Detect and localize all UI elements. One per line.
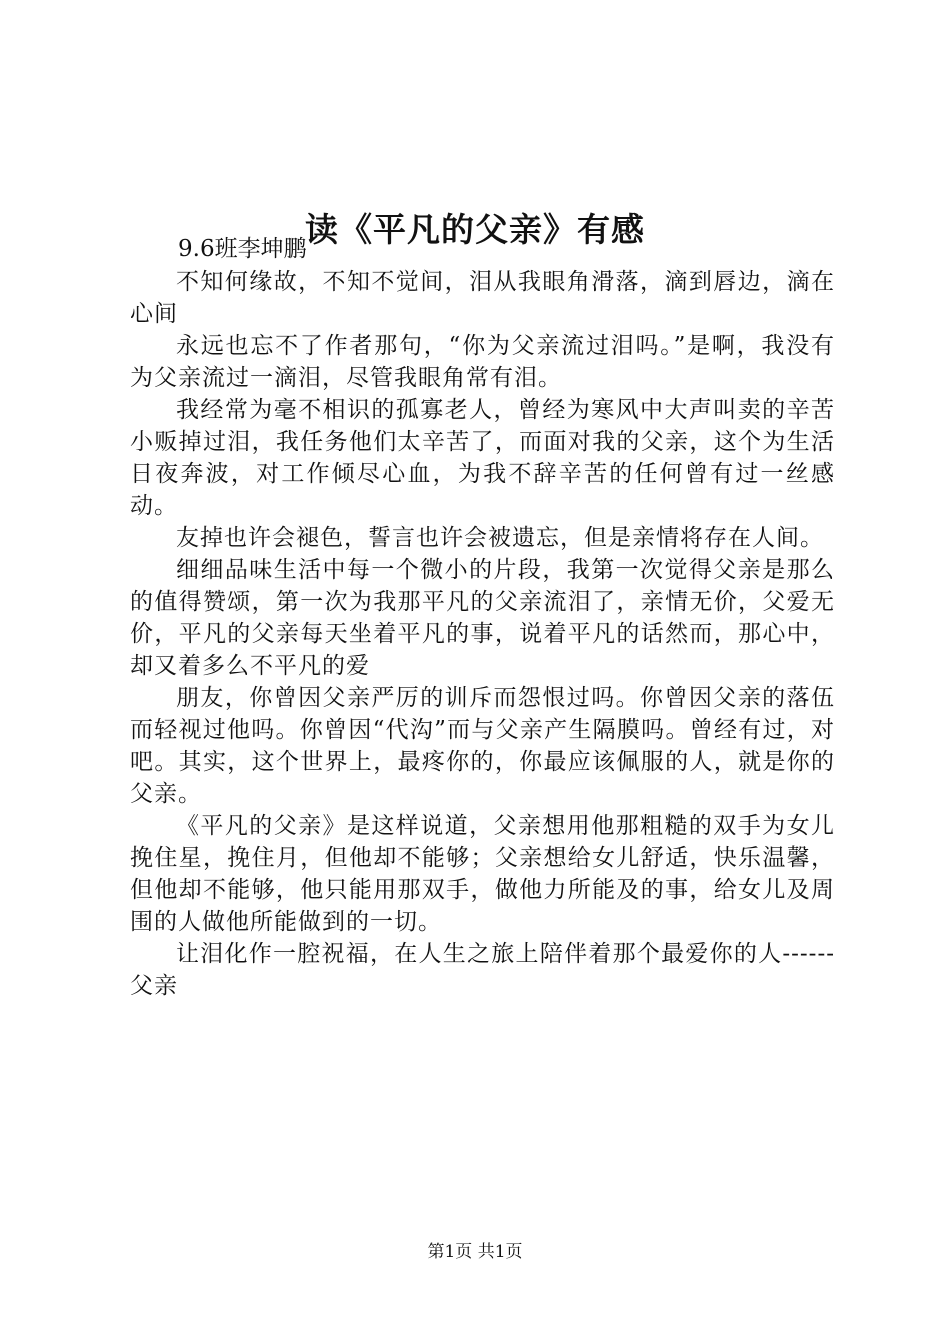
- paragraph: 让泪化作一腔祝福，在人生之旅上陪伴着那个最爱你的人------父亲: [130, 941, 835, 999]
- paragraph: 永远也忘不了作者那句，“你为父亲流过泪吗。”是啊，我没有为父亲流过一滴泪，尽管我眼角常有泪。: [130, 333, 835, 391]
- page-number-footer: 第1页 共1页: [427, 1242, 523, 1262]
- author-byline: 9.6班李坤鹏: [178, 236, 307, 262]
- paragraph: 细细品味生活中每一个微小的片段，我第一次觉得父亲是那么的值得赞颂，第一次为我那平凡的父亲流泪了，亲情无价，父爱无价，平凡的父亲每天坐着平凡的事，说着平凡的话然而，那心中，却又着多么不平凡的爱: [130, 557, 835, 679]
- document-title: 读《平凡的父亲》有感: [305, 210, 645, 250]
- document-body: [130, 266, 835, 1002]
- paragraph: 我经常为毫不相识的孤寡老人，曾经为寒风中大声叫卖的辛苦小贩掉过泪，我任务他们太辛苦了，而面对我的父亲，这个为生活日夜奔波，对工作倾尽心血，为我不辞辛苦的任何曾有过一丝感动。: [130, 397, 835, 519]
- paragraph: 朋友，你曾因父亲严厉的训斥而怨恨过吗。你曾因父亲的落伍而轻视过他吗。你曾因“代沟”而与父亲产生隔膜吗。曾经有过，对吧。其实，这个世界上，最疼你的，你最应该佩服的人，就是你的父亲。: [130, 685, 835, 807]
- paragraph: 不知何缘故，不知不觉间，泪从我眼角滑落，滴到唇边，滴在心间: [130, 269, 835, 327]
- paragraph: 友掉也许会褪色，誓言也许会被遗忘，但是亲情将存在人间。: [176, 525, 824, 551]
- paragraph: 《平凡的父亲》是这样说道，父亲想用他那粗糙的双手为女儿挽住星，挽住月，但他却不能够；父亲想给女儿舒适，快乐温馨，但他却不能够，他只能用那双手，做他力所能及的事，给女儿及周围的人做他所能做到的一切。: [130, 813, 835, 935]
